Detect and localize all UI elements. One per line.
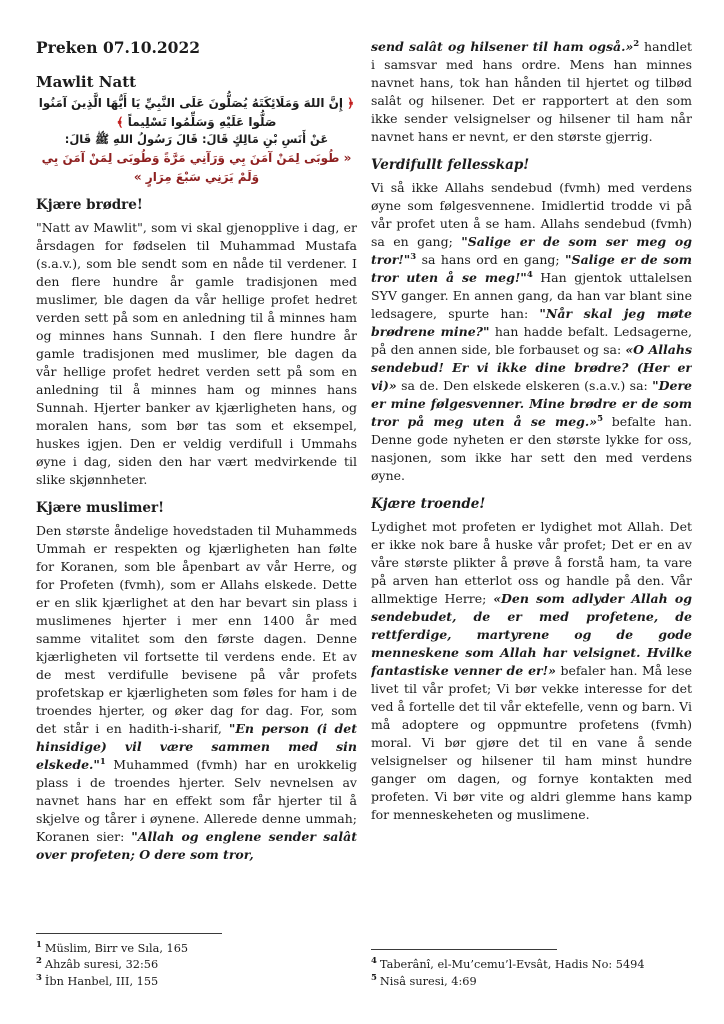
document-subtitle: Mawlit Natt bbox=[36, 73, 137, 91]
text-segment: عَنْ أَنَسِ بْنِ مَالِكٍ قَالَ: قَالَ رَسُولُ اللهِ ﷺ قَالَ: bbox=[64, 132, 329, 147]
left-footnotes bbox=[36, 926, 357, 991]
text-segment: «O Allahs sendebud! Er vi ikke dine brødre? (Her er vi)» bbox=[371, 342, 692, 393]
body-paragraph bbox=[36, 219, 357, 489]
text-segment: Vi så ikke Allahs sendebud (fvmh) med verdens øyne som følgesvennene. Imidlertid trodde vi på vår profet uten å se ham. Allahs sendebud (fvmh) sa en gang; bbox=[371, 180, 692, 249]
right-column-body bbox=[371, 38, 692, 912]
text-segment: "Allah og englene sender salât over profeten; O dere som tror, bbox=[36, 829, 357, 863]
footnote-text: Müslim, Birr ve Sıla, 165 bbox=[44, 941, 189, 955]
left-column-body bbox=[36, 38, 357, 952]
footnote bbox=[371, 957, 692, 974]
footnote-list bbox=[371, 957, 692, 990]
body-paragraph bbox=[36, 522, 357, 864]
footnote bbox=[36, 941, 357, 958]
text-segment: «Den som adlyder Allah og sendebudet, de er med profetene, de rettferdige, martyrene og de gode menneskene som Allah har velsignet. Hvilke fantastiske venner de er!» bbox=[371, 591, 692, 678]
footnote-number: 5 bbox=[371, 972, 377, 983]
arabic-verse-line bbox=[36, 94, 357, 131]
section-heading: Kjære troende! bbox=[371, 496, 486, 512]
footnote bbox=[36, 974, 357, 991]
text-segment: sa de. Den elskede elskeren (s.a.v.) sa: bbox=[396, 378, 653, 393]
footnote-marker: 3 bbox=[410, 251, 417, 262]
text-segment: Lydighet mot profeten er lydighet mot Allah. Det er ikke nok bare å huske vår profet; Det er en av våre største plikter å prøve å forstå ham, ta vare på arven han etterlot oss og handle på den. Vår allmektige Herre; bbox=[371, 519, 692, 606]
section-heading: Verdifullt fellesskap! bbox=[371, 157, 530, 173]
footnote-number: 1 bbox=[36, 939, 42, 950]
section-heading: Kjære muslimer! bbox=[36, 500, 165, 517]
footnote-marker: 1 bbox=[99, 757, 106, 768]
text-segment: Den største åndelige hovedstaden til Muhammeds Ummah er respekten og kjærligheten han følte for Koranen, som ble åpenbart av vår Herre, og for Profeten (fvmh), som er Allahs elskede. Dette er en slik kjærlighet at den har bevart sin plass i muslimenes hjerter i mer enn 1400 år med samme vitalitet som den første dagen. Denne kjærligheten vil fortsette til verdens ende. Et av de mest verdifulle bevisene på vår profets profetskap er kjærligheten som føles for ham i de troendes hjerter, og øker dag for dag. For, som det står i en hadith-i-sharif, bbox=[36, 523, 357, 737]
text-segment: ﴾ bbox=[116, 114, 128, 129]
text-segment: Han gjentok uttalelsen SYV ganger. En annen gang, da han var blant sine ledsagere, spurte han: bbox=[371, 270, 692, 321]
text-segment: befaler han. Må lese livet til vår profet; Vi bør vekke interesse for det ved å fortelle det til vår ektefelle, venn og barn. Vi må adoptere og oppmuntre profetens (fvmh) moral. Vi bør gjøre det til en vane å sende velsignelser og hilsener til ham minst hundre ganger om dagen, og fornye kontakten med profeten. Vi bør vite og aldri glemme hans kamp for menneskeheten og muslimene. bbox=[371, 663, 692, 822]
body-paragraph bbox=[371, 179, 692, 485]
footnote-list bbox=[36, 941, 357, 991]
footnote-marker: 5 bbox=[597, 413, 604, 424]
text-segment: handlet i samsvar med hans ordre. Mens han minnes navnet hans, tok han hånden til hjertet og tilbød salât og hilsener. Det er rapportert at den som ikke sender velsignelser og hilsener til ham når navnet hans er nevnt, er den største gjerrig. bbox=[371, 39, 692, 144]
text-segment: send salât og hilsener til ham også.» bbox=[371, 39, 634, 54]
text-segment: "Salige er de som tror uten å se meg!" bbox=[371, 252, 692, 285]
footnote-separator bbox=[36, 933, 222, 934]
text-segment: "Dere er mine følgesvenner. Mine brødre er de som tror på meg uten å se meg.» bbox=[371, 378, 692, 429]
body-paragraph bbox=[371, 38, 692, 146]
body-paragraph bbox=[371, 518, 692, 824]
section-heading: Kjære brødre! bbox=[36, 197, 143, 214]
right-column bbox=[371, 38, 692, 990]
text-segment: "Salige er de som ser meg og tror!" bbox=[371, 234, 692, 267]
arabic-narrator-line bbox=[36, 131, 357, 149]
footnote-number: 3 bbox=[36, 972, 42, 983]
text-segment: Muhammed (fvmh) har en urokkelig plass i de troendes hjerter. Selv nevnelsen av navnet hans har en effekt som får hjerter til å skjelve og tårer i øynene. Allerede denne ummah; Koranen sier: bbox=[36, 757, 357, 845]
text-segment: « طُوبَى لِمَنْ آمَنَ بِي وَرَآنِي مَرَّةً وَطُوبَى لِمَنْ آمَنَ بِي وَلَمْ يَرَنِي سَبْعَ مِرَارٍ » bbox=[41, 151, 352, 184]
left-column bbox=[36, 38, 357, 990]
text-segment: ﴿ bbox=[342, 96, 355, 110]
footnote-text: Taberânî, el-Mu’cemu’l-Evsât, Hadis No: 5494 bbox=[379, 958, 645, 971]
footnote bbox=[371, 974, 692, 991]
footnote-text: İbn Hanbel, III, 155 bbox=[44, 974, 159, 988]
footnote-separator bbox=[371, 949, 557, 950]
footnote-text: Nisâ suresi, 4:69 bbox=[379, 974, 477, 988]
text-segment: befalte han. Denne gode nyheten er den største lykke for oss, nasjonen, som ikke har sett den med verdens øyne. bbox=[371, 414, 692, 483]
footnote bbox=[36, 957, 357, 974]
right-footnotes bbox=[371, 942, 692, 990]
arabic-hadith-line bbox=[36, 149, 357, 186]
footnote-number: 2 bbox=[36, 956, 42, 967]
footnote-marker: 2 bbox=[633, 38, 640, 49]
text-segment: "Natt av Mawlit", som vi skal gjenopplive i dag, er årsdagen for fødselen til Muhammad Mustafa (s.a.v.), som ble sendt som en nåde til verdener. I den flere hundre år gamle tradisjonen med muslimer, ble dagen da vår hellige profet hedret verden sett på som en anledning til å minnes ham og minnes hans Sunnah. I den flere hundre år gamle tradisjonen med muslimer, ble dagen da vår hellige profet hedret verden sett på som en anledning til å minnes ham og minnes hans Sunnah. Hjerter banker av kjærligheten hans, og moralen hans, som bør tas som et eksempel, huskes igjen. Den er veldig verdifull i Ummahs øyne i dag, siden den har vært medvirkende til slike skjønnheter. bbox=[36, 220, 357, 488]
footnote-text: Ahzâb suresi, 32:56 bbox=[44, 958, 159, 971]
arabic-quote-block bbox=[36, 94, 357, 186]
footnote-marker: 4 bbox=[526, 269, 533, 280]
footnote-number: 4 bbox=[371, 956, 377, 967]
text-segment: "Når skal jeg møte brødrene mine?" bbox=[371, 306, 692, 339]
text-segment: sa hans ord en gang; bbox=[416, 252, 566, 267]
text-segment: "En person (i det hinsidige) vil være sammen med sin elskede." bbox=[36, 721, 357, 773]
document-title: Preken 07.10.2022 bbox=[36, 38, 201, 57]
text-segment: han hadde befalt. Ledsagerne, på den annen side, ble forbauset og sa: bbox=[371, 324, 692, 357]
text-segment: إِنَّ اللهَ وَمَلَائِكَتَهُ يُصَلُّونَ عَلَى النَّبِيِّ يَا أَيُّهَا الَّذِينَ آمَنُوا صَلُّوا عَلَيْهِ وَسَلِّمُوا تَسْلِيماً bbox=[38, 96, 343, 129]
